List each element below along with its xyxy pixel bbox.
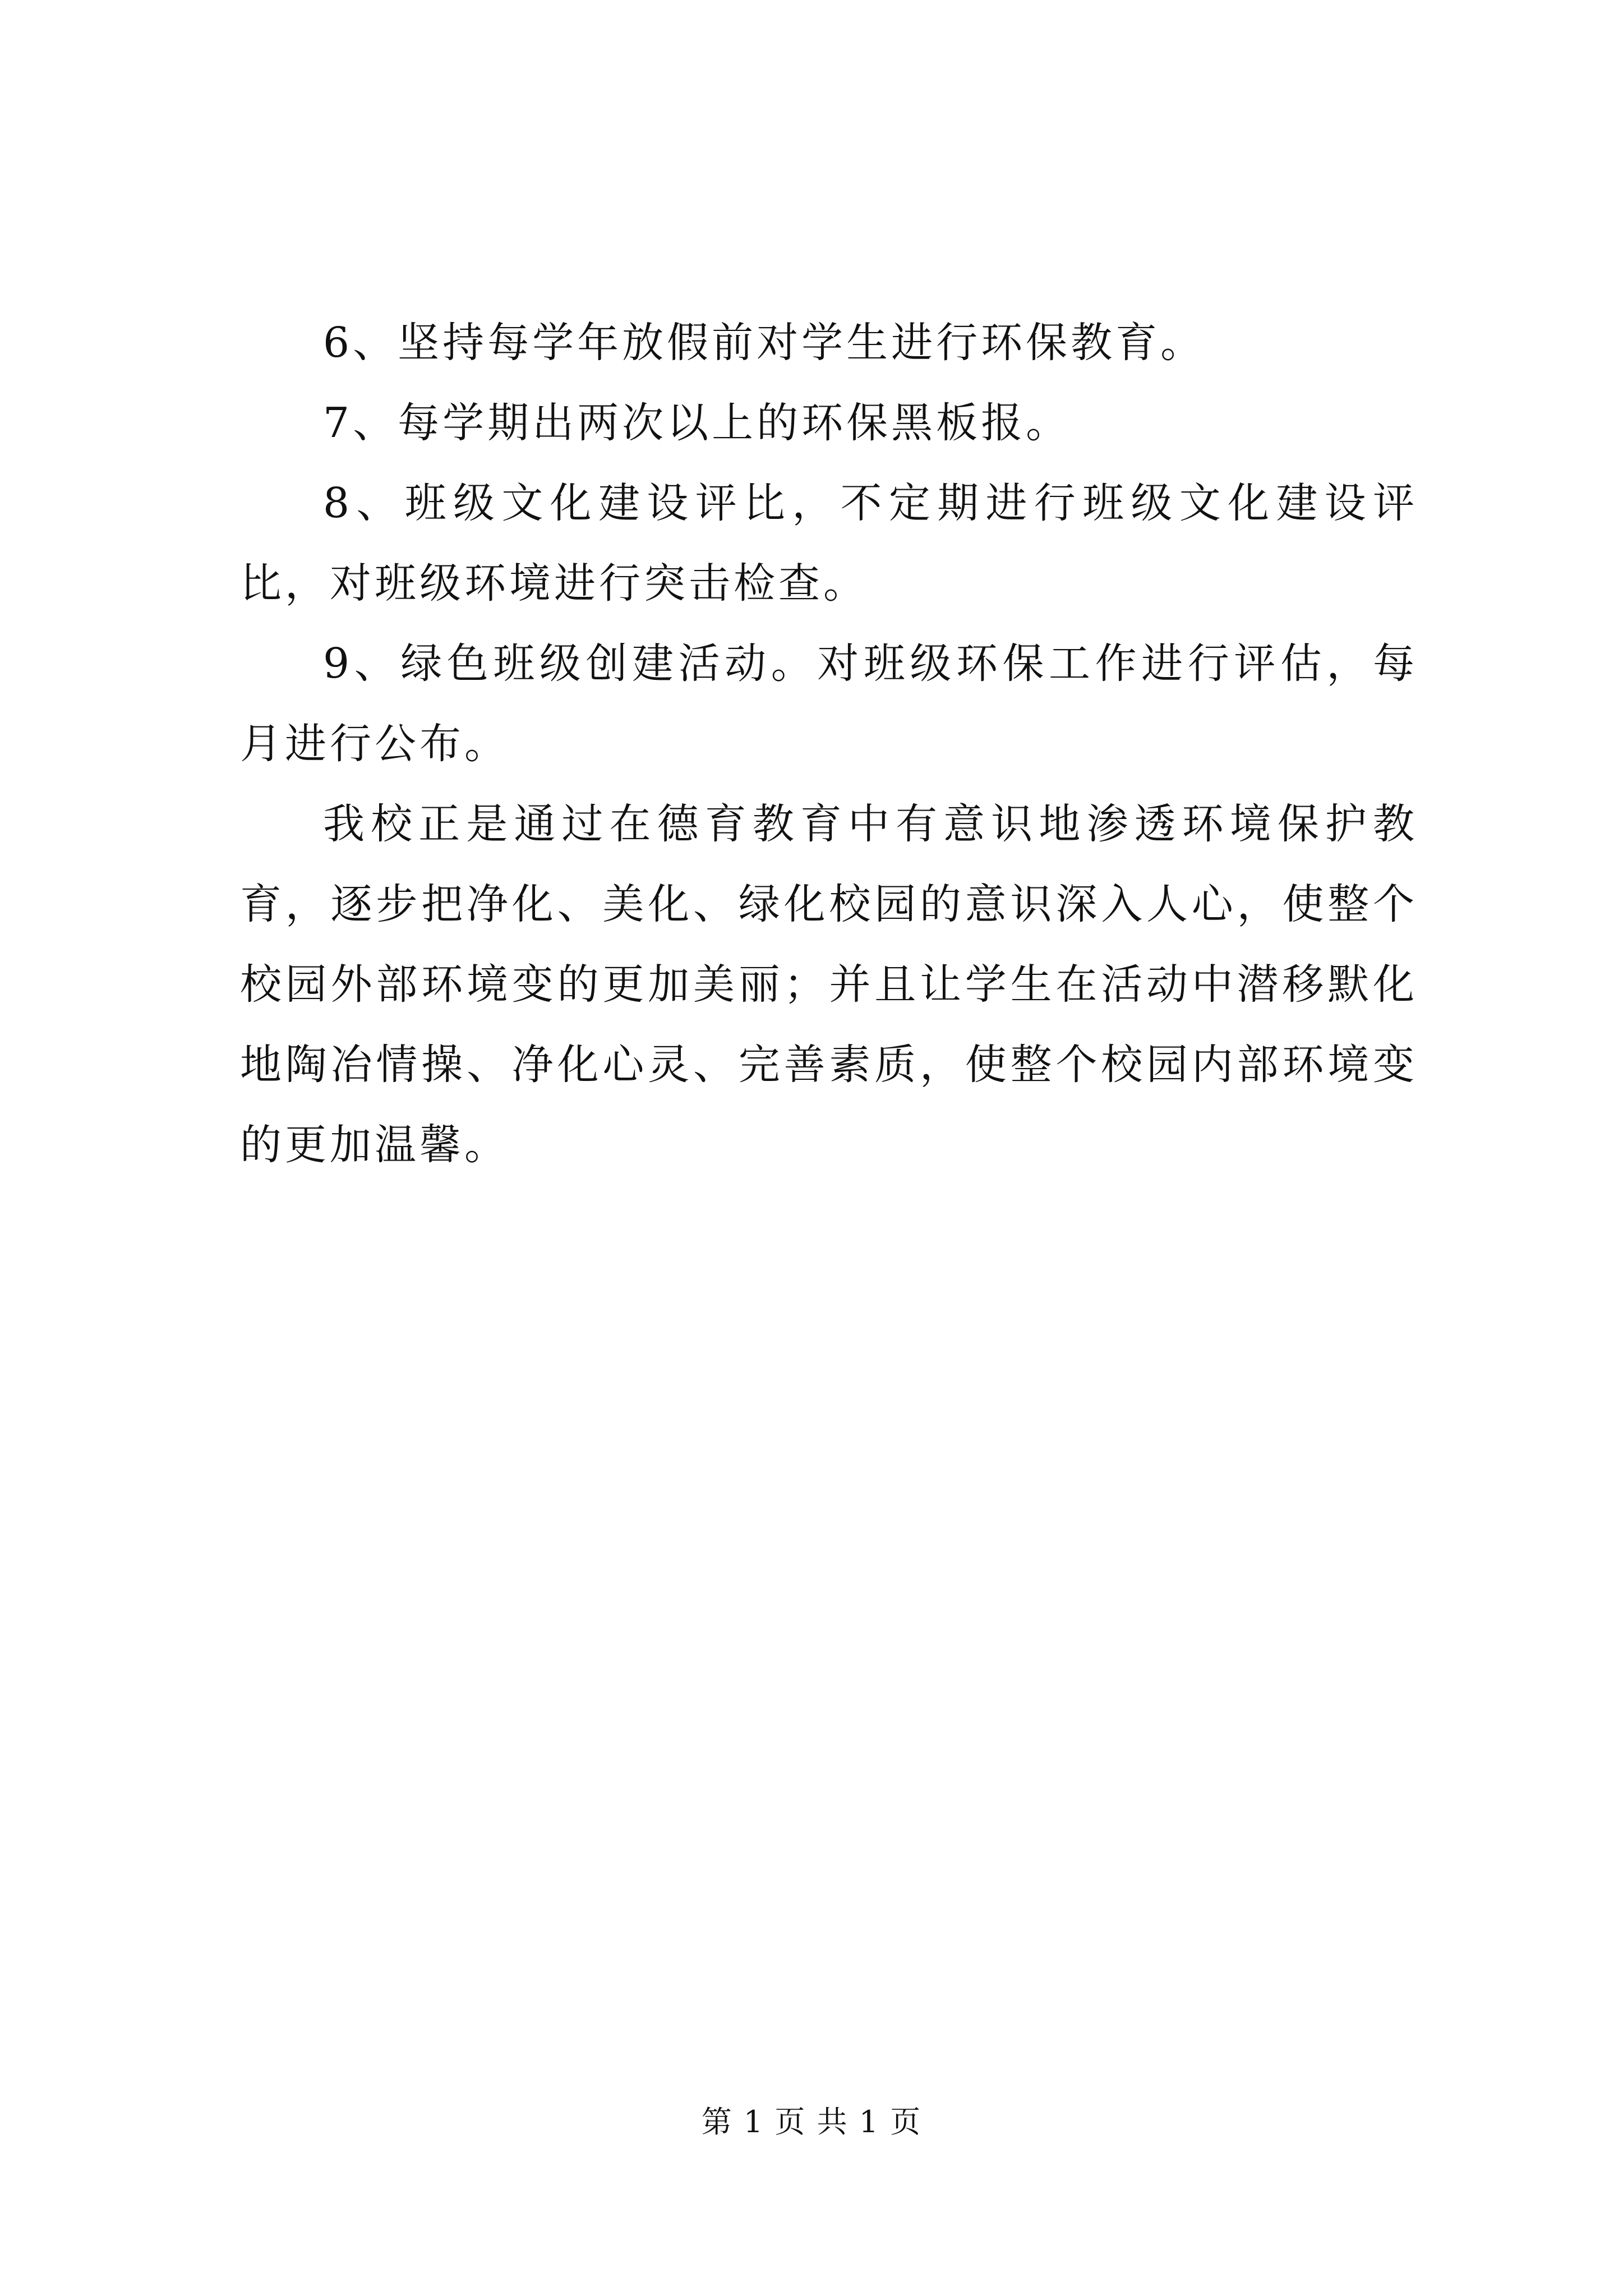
paragraph-item-8: 8、班级文化建设评比，不定期进行班级文化建设评比，对班级环境进行突击检查。 bbox=[240, 479, 1418, 608]
page-footer: 第 1 页 共 1 页 bbox=[701, 2104, 922, 2139]
paragraph-item-7: 7、每学期出两次以上的环保黑板报。 bbox=[323, 399, 1071, 447]
paragraph-item-9: 9、绿色班级创建活动。对班级环保工作进行评估，每月进行公布。 bbox=[240, 639, 1418, 768]
document-body bbox=[240, 303, 1418, 1185]
paragraph-item-6: 6、坚持每学年放假前对学生进行环保教育。 bbox=[323, 319, 1206, 367]
paragraph-summary: 我校正是通过在德育教育中有意识地渗透环境保护教育，逐步把净化、美化、绿化校园的意识深入人心，使整个校园外部环境变的更加美丽；并且让学生在活动中潜移默化地陶冶情操、净化心灵、完善素质，使整个校园内部环境变的更加温馨。 bbox=[240, 800, 1418, 1169]
